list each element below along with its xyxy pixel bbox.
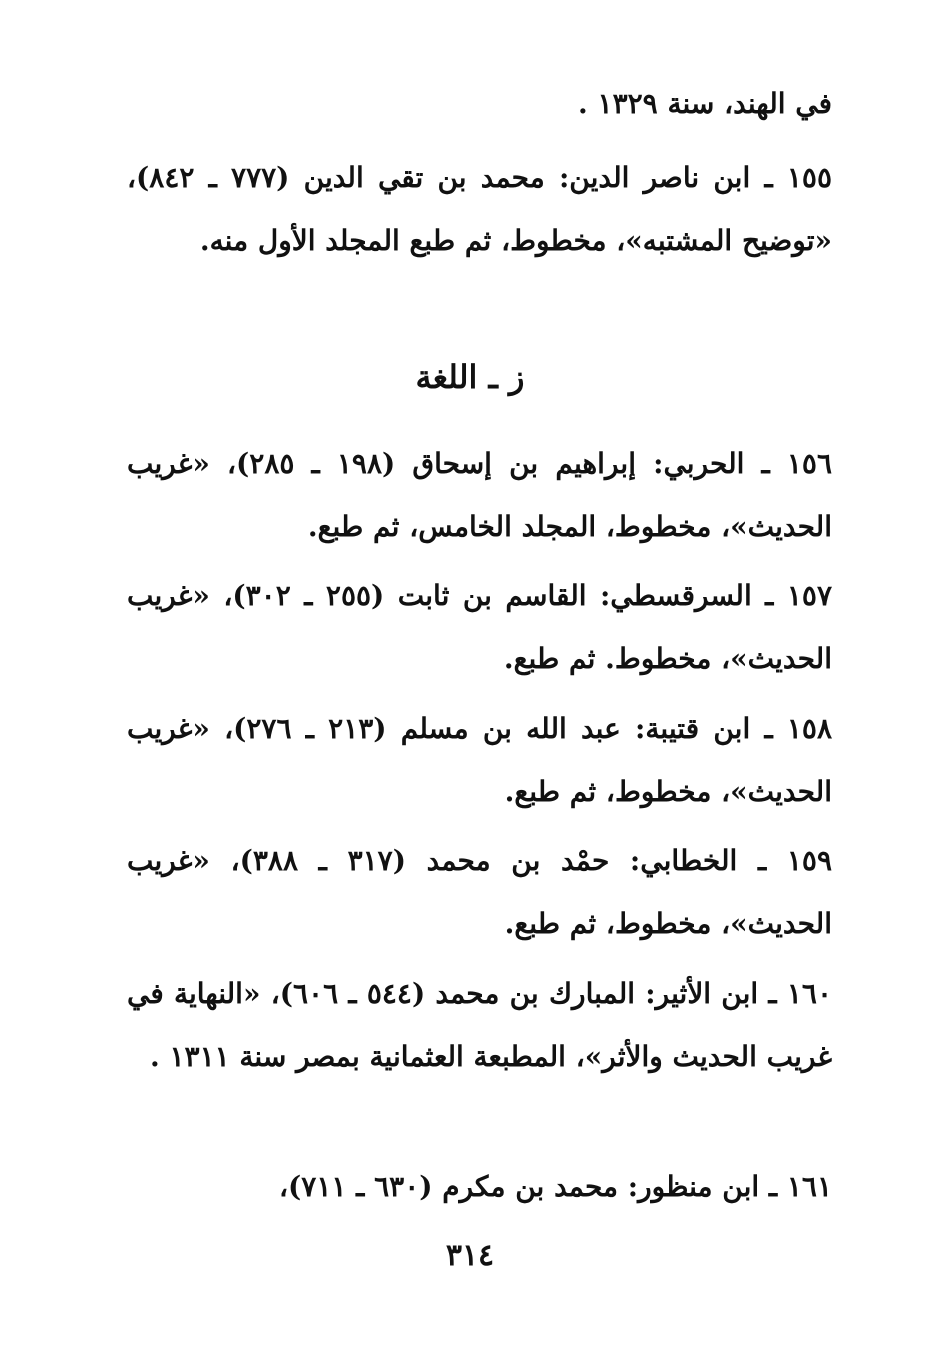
entry-158: ١٥٨ ـ ابن قتيبة: عبد الله بن مسلم (٢١٣ ـ ٢٧٦)، «غريب الحديث»، مخطوط، ثم طبع. xyxy=(127,712,832,808)
entry-161: ١٦١ ـ ابن منظور: محمد بن مكرم (٦٣٠ ـ ٧١١)، xyxy=(279,1170,832,1203)
section-heading: ز ـ اللغة xyxy=(415,358,525,396)
entry-155: ١٥٥ ـ ابن ناصر الدين: محمد بن تقي الدين (٧٧٧ ـ ٨٤٢)، «توضيح المشتبه»، مخطوط، ثم طبع المجلد الأول منه. xyxy=(127,161,832,257)
entry-157: ١٥٧ ـ السرقسطي: القاسم بن ثابت (٢٥٥ ـ ٣٠٢)، «غريب الحديث»، مخطوط. ثم طبع. xyxy=(127,579,832,675)
page-number: ٣١٤ xyxy=(445,1238,495,1273)
entry-156: ١٥٦ ـ الحربي: إبراهيم بن إسحاق (١٩٨ ـ ٢٨٥)، «غريب الحديث»، مخطوط، المجلد الخامس، ثم طبع. xyxy=(127,447,832,543)
continuation-line: في الهند، سنة ١٣٢٩ . xyxy=(578,87,832,120)
entry-160: ١٦٠ ـ ابن الأثير: المبارك بن محمد (٥٤٤ ـ ٦٠٦)، «النهاية في غريب الحديث والأثر»، المطبعة العثمانية بمصر سنة ١٣١١ . xyxy=(127,977,832,1073)
entry-159: ١٥٩ ـ الخطابي: حمْد بن محمد (٣١٧ ـ ٣٨٨)، «غريب الحديث»، مخطوط، ثم طبع. xyxy=(127,844,832,940)
